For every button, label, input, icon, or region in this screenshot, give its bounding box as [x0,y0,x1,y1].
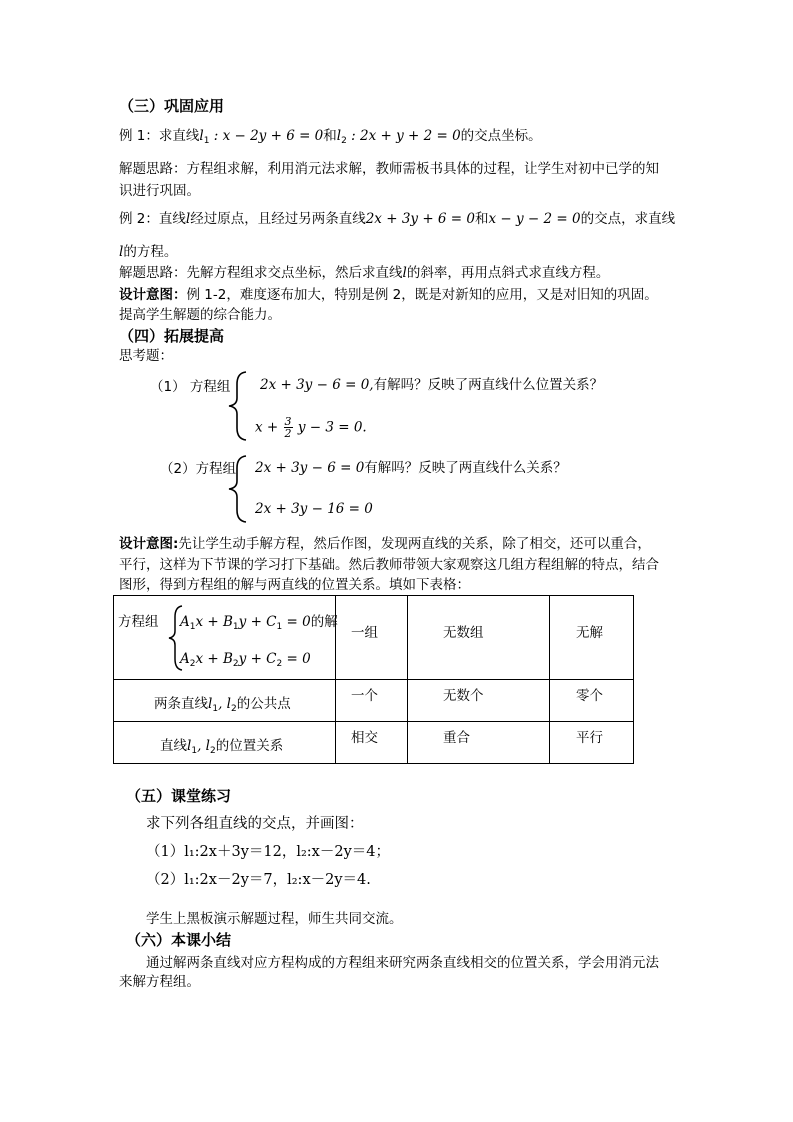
table-cell: 零个 [550,680,634,722]
q1-equation-2: x + $\frac{3}{2}$ y − 3 = 0. [255,415,367,440]
q1-label: （1） 方程组 [150,379,231,395]
section3-heading: （三）巩固应用 [119,97,225,115]
table-row [114,722,634,764]
table-eq1: $A_1x + B_1y + C_1 = 0$的解 [180,614,338,632]
example-2: 例 2：直线l经过原点，且经过另两条直线2x + 3y + 6 = 0和x − y − 2 = 0的交点，求直线 [119,211,676,227]
q2-equation-1: 2x + 3y − 6 = 0有解吗？反映了两直线什么关系？ [255,460,567,476]
table-cell: 两条直线$l_1$, $l_2$的公共点 [114,680,336,722]
table-cell: 无解 [550,596,634,680]
design-intent-2-line3: 图形，得到方程组的解与两直线的位置关系。填如下表格： [119,577,470,593]
table-cell: 相交 [336,722,408,764]
exercise-2: （2）l₁:2x－2y＝7，l₂:x－2y＝4. [146,872,371,888]
exercise-share: 学生上黑板演示解题过程，师生共同交流。 [146,911,403,927]
exercise-intro: 求下列各组直线的交点，并画图： [146,816,364,832]
table-cell: 无数个 [408,680,550,722]
brace-icon [226,370,248,442]
q2-label: （2）方程组 [160,461,237,477]
example-1: 例 1：求直线$l_1$ : x − 2y + 6 = 0和$l_2$ : 2x + y + 2 = 0的交点坐标。 [119,128,542,146]
exercise-1: （1）l₁:2x＋3y＝12，l₂:x－2y＝4； [146,844,390,860]
table-row [114,596,634,680]
table-cell: 重合 [408,722,550,764]
table-cell: 一组 [336,596,408,680]
solution-2: 解题思路：先解方程组求交点坐标，然后求直线l的斜率，再用点斜式求直线方程。 [119,265,610,281]
summary-line1: 通过解两条直线对应方程构成的方程组来研究两条直线相交的位置关系，学会用消元法 [146,955,659,971]
table-cell: 平行 [550,722,634,764]
design-intent-2: 设计意图:先让学生动手解方程，然后作图，发现两直线的关系，除了相交，还可以重合， [119,536,651,552]
q1-equation-1: 2x + 3y − 6 = 0,有解吗？反映了两直线什么位置关系？ [260,377,604,393]
think-label: 思考题： [119,348,173,364]
section6-heading: （六）本课小结 [126,931,232,949]
brace-icon [226,454,248,524]
table-cell: 直线$l_1$, $l_2$的位置关系 [114,722,336,764]
example-2-line2: l的方程。 [119,244,178,260]
table-cell: 一个 [336,680,408,722]
table-cell: 方程组 $A_1x + B_1y + C_1 = 0$的解 $A_2x + B_2y + C_2 = 0$ [114,596,336,680]
solution-1-line1: 解题思路：方程组求解，利用消元法求解，教师需板书具体的过程，让学生对初中已学的知 [119,161,659,177]
solution-table [113,595,634,764]
table-eq2: $A_2x + B_2y + C_2 = 0$ [180,651,311,669]
q2-equation-2: 2x + 3y − 16 = 0 [255,501,373,517]
design-intent-1-line2: 提高学生解题的综合能力。 [119,307,281,323]
table-row [114,680,634,722]
design-intent-2-line2: 平行，这样为下节课的学习打下基础。然后教师带领大家观察这几组方程组解的特点，结合 [119,557,659,573]
solution-1-line2: 识进行巩固。 [119,183,200,199]
summary-line2: 来解方程组。 [119,974,200,990]
section4-heading: （四）拓展提高 [119,327,225,345]
design-intent-1: 设计意图：例 1-2，难度逐布加大，特别是例 2，既是对新知的应用，又是对旧知的巩固。 [119,287,658,303]
table-cell: 无数组 [408,596,550,680]
section5-heading: （五）课堂练习 [126,787,232,805]
